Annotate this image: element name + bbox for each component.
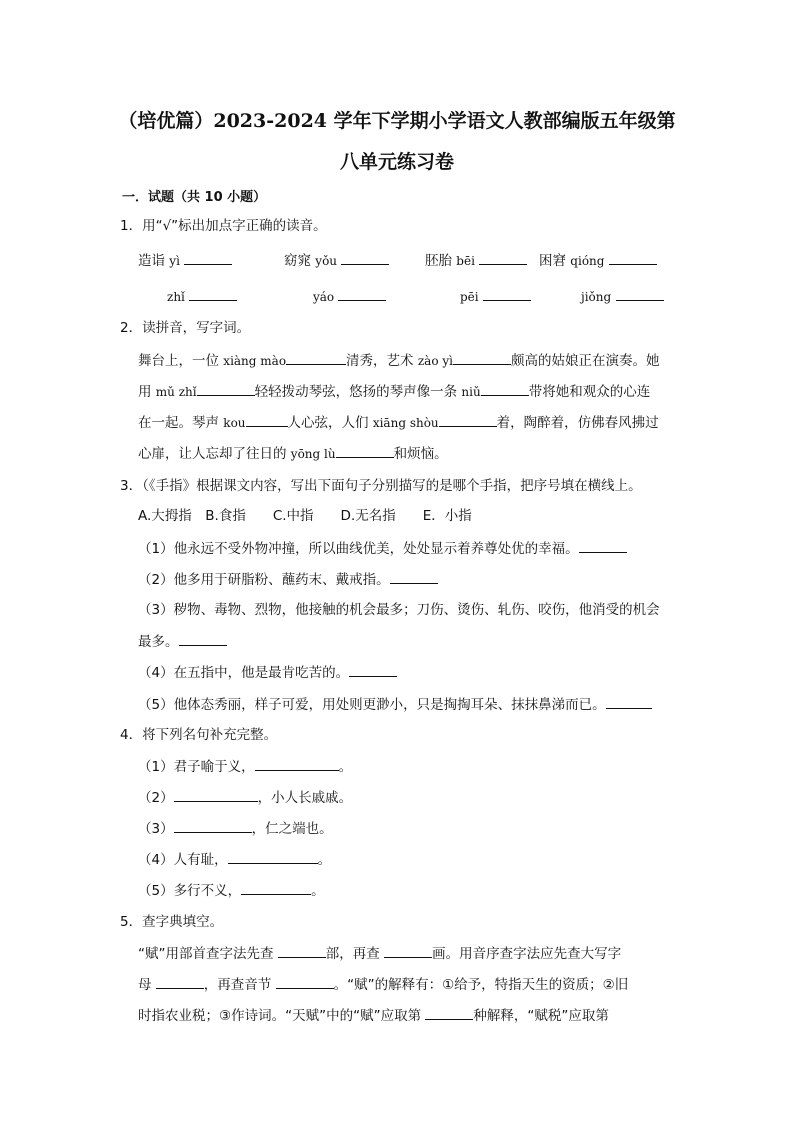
q3-item-3-cont: 最多。 xyxy=(138,631,227,652)
answer-blank[interactable] xyxy=(479,250,527,265)
answer-blank[interactable] xyxy=(197,381,255,396)
q1-pinyin: jiǒng xyxy=(581,290,612,304)
q3-item-4: （4）在五指中，他是最肯吃苦的。 xyxy=(138,662,397,683)
answer-blank[interactable] xyxy=(174,787,258,802)
answer-blank[interactable] xyxy=(606,694,652,709)
answer-blank[interactable] xyxy=(189,286,237,301)
q1-pinyin: zhǐ xyxy=(167,290,185,304)
document-title-line-2: 八单元练习卷 xyxy=(339,151,454,173)
answer-blank[interactable] xyxy=(384,943,432,958)
answer-blank[interactable] xyxy=(453,350,511,365)
q1-item-4 xyxy=(539,250,657,271)
answer-blank[interactable] xyxy=(483,286,531,301)
answer-blank[interactable] xyxy=(184,250,232,265)
q1-item-3 xyxy=(425,250,527,271)
answer-blank[interactable] xyxy=(336,443,394,458)
q4-item-1: （1）君子喻于义， 。 xyxy=(138,756,352,777)
q4-item-2: （2） ，小人长戚戚。 xyxy=(138,787,352,808)
q5-stem: 5．查字典填空。 xyxy=(120,914,224,930)
answer-blank[interactable] xyxy=(616,286,664,301)
q1-word: 窈窕 xyxy=(284,253,311,269)
answer-blank[interactable] xyxy=(579,538,627,553)
answer-blank[interactable] xyxy=(276,974,334,989)
q1-pinyin: qióng xyxy=(570,254,605,268)
q5-line-3: 时指农业税；③作诗词。“天赋”中的“赋”应取第 种解释，“赋税”应取第 xyxy=(138,1005,609,1026)
q5-line-1: “赋”用部首查字法先查 部，再查 画。用音序查字法应先查大写字 xyxy=(138,943,621,964)
q2-line-2: 用 mǔ zhǐ 轻轻拨动琴弦，悠扬的琴声像一条 niǔ 带将她和观众的心连 xyxy=(138,381,650,402)
answer-blank[interactable] xyxy=(609,250,657,265)
q3-options: A.大拇指 B.食指 C.中指 D.无名指 E．小指 xyxy=(138,508,472,524)
q1-pinyin: yáo xyxy=(313,290,335,304)
q1-word: 困窘 xyxy=(539,253,566,269)
answer-blank[interactable] xyxy=(156,974,204,989)
q1-pinyin: pēi xyxy=(460,290,479,304)
answer-blank[interactable] xyxy=(255,756,339,771)
answer-blank[interactable] xyxy=(228,849,318,864)
q2-line-3: 在一起。琴声 kou 人心弦，人们 xiāng shòu 着，陶醉着，仿佛春风拂过 xyxy=(138,412,659,433)
q3-item-2: （2）他多用于研脂粉、蘸药末、戴戒指。 xyxy=(138,569,438,590)
q2-stem: 2．读拼音，写字词。 xyxy=(120,320,251,336)
q4-item-4: （4）人有耻， 。 xyxy=(138,849,331,870)
q1-word: 造诣 xyxy=(138,253,165,269)
q1-item-2 xyxy=(284,250,389,271)
answer-blank[interactable] xyxy=(241,880,311,895)
answer-blank[interactable] xyxy=(481,381,529,396)
answer-blank[interactable] xyxy=(246,412,288,427)
q1-stem: 1．用“√”标出加点字正确的读音。 xyxy=(120,218,327,234)
q1-item-5 xyxy=(167,286,237,307)
q3-item-3: （3）秽物、毒物、烈物，他接触的机会最多；刀伤、烫伤、轧伤、咬伤，他消受的机会 xyxy=(138,602,660,618)
q4-item-5: （5）多行不义， 。 xyxy=(138,880,325,901)
q1-item-1 xyxy=(138,250,232,271)
answer-blank[interactable] xyxy=(341,250,389,265)
q1-pinyin: bēi xyxy=(456,254,475,268)
q2-line-1: 舞台上，一位 xiàng mào 清秀，艺术 zào yì 颇高的姑娘正在演奏。她 xyxy=(138,350,659,371)
q1-word: 胚胎 xyxy=(425,253,452,269)
answer-blank[interactable] xyxy=(174,818,252,833)
q1-pinyin: yì xyxy=(169,254,180,268)
section-heading: 一．试题（共 10 小题） xyxy=(122,190,267,205)
answer-blank[interactable] xyxy=(390,569,438,584)
answer-blank[interactable] xyxy=(349,662,397,677)
q5-line-2: 母 ，再查音节 。“赋”的解释有：①给予，特指天生的资质；②旧 xyxy=(138,974,628,995)
q1-item-7 xyxy=(460,286,531,307)
q2-line-4: 心扉，让人忘却了往日的 yōng lù 和烦恼。 xyxy=(138,443,448,464)
answer-blank[interactable] xyxy=(439,412,497,427)
q4-stem: 4．将下列名句补充完整。 xyxy=(120,727,278,743)
q3-item-5: （5）他体态秀丽，样子可爱，用处则更渺小，只是掏掏耳朵、抹抹鼻涕而已。 xyxy=(138,694,652,715)
q4-item-3: （3） ，仁之端也。 xyxy=(138,818,333,839)
q1-pinyin: yǒu xyxy=(315,254,338,268)
q1-item-8 xyxy=(581,286,664,307)
q3-stem: 3．（《手指》根据课文内容，写出下面句子分别描写的是哪个手指，把序号填在横线上。 xyxy=(120,478,642,494)
answer-blank[interactable] xyxy=(286,350,346,365)
answer-blank[interactable] xyxy=(278,943,326,958)
answer-blank[interactable] xyxy=(338,286,386,301)
answer-blank[interactable] xyxy=(179,631,227,646)
q1-item-6 xyxy=(313,286,386,307)
answer-blank[interactable] xyxy=(425,1005,473,1020)
document-title-line-1: （培优篇）2023-2024 学年下学期小学语文人教部编版五年级第 xyxy=(118,110,676,132)
q3-item-1: （1）他永远不受外物冲撞，所以曲线优美，处处显示着养尊处优的幸福。 xyxy=(138,538,627,559)
